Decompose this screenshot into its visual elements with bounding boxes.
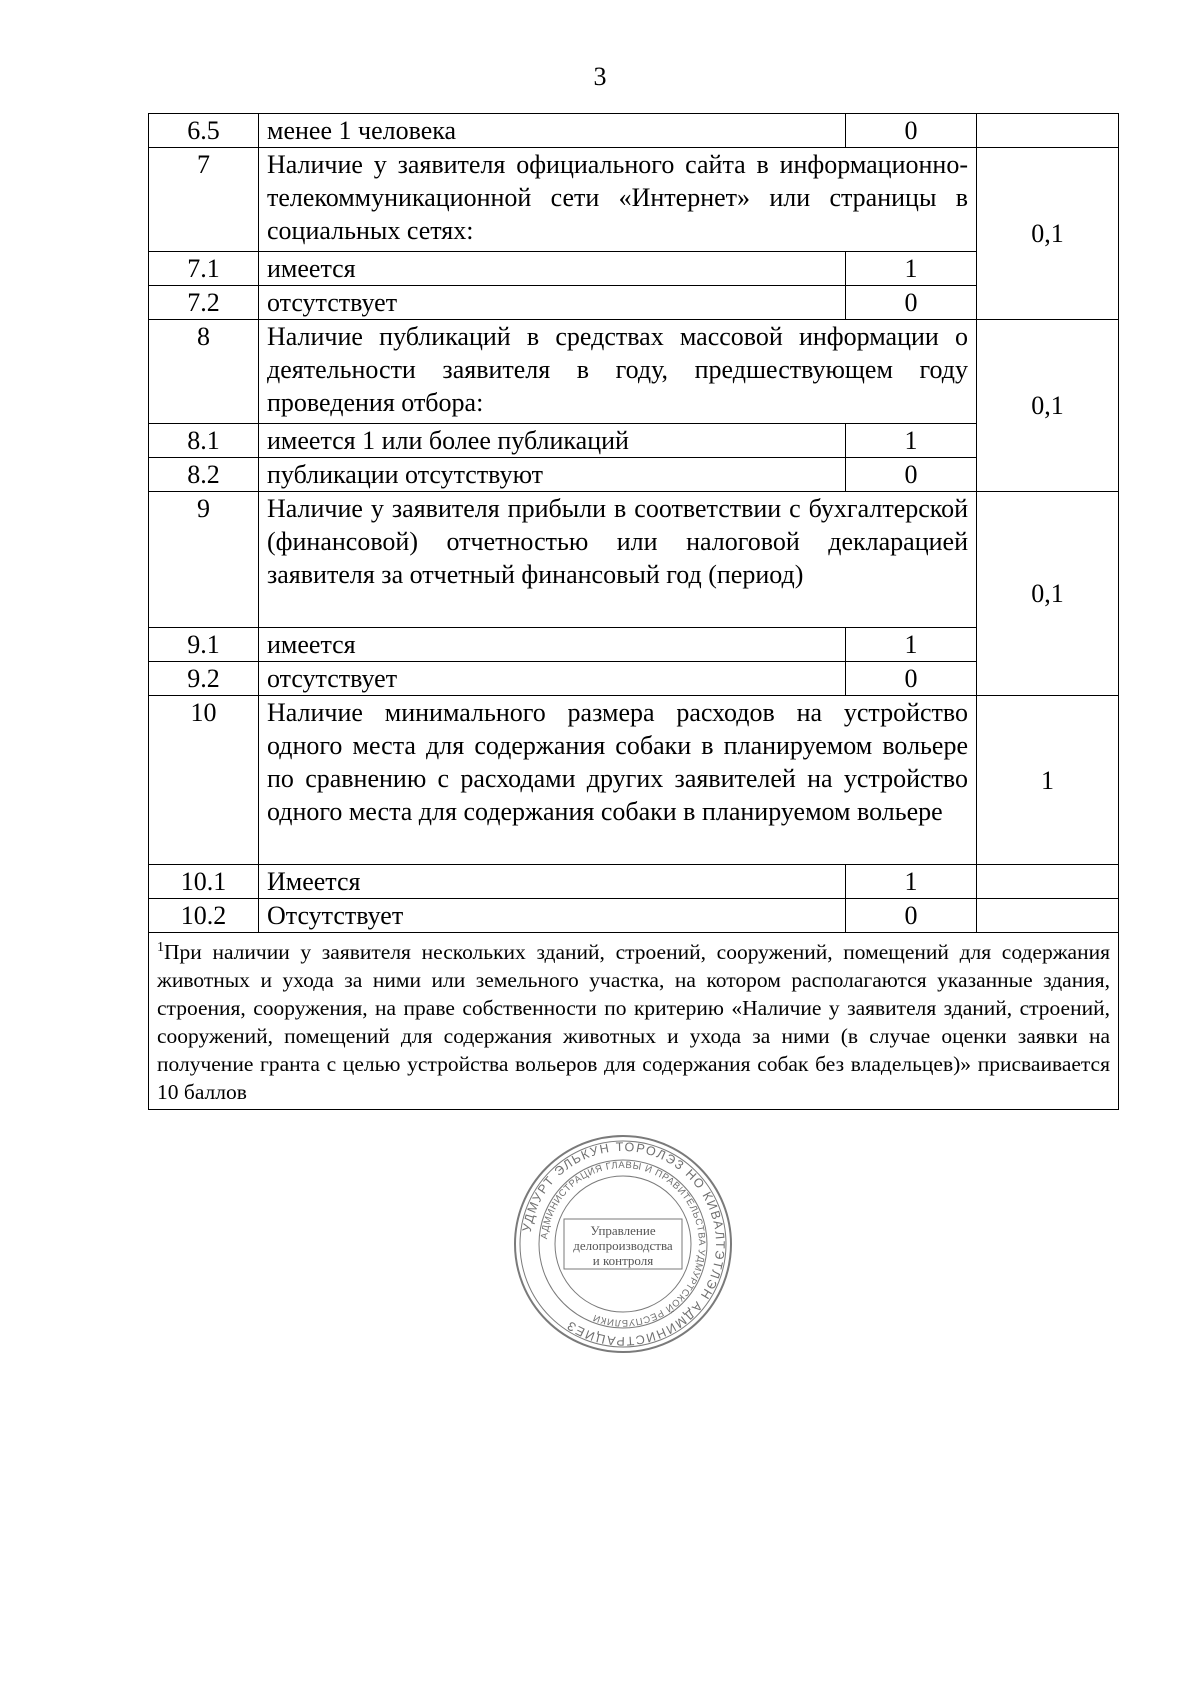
footnote-marker: 1	[157, 940, 164, 955]
criterion-score: 0	[846, 458, 977, 492]
criterion-score: 0	[846, 286, 977, 320]
criterion-score: 1	[846, 252, 977, 286]
criterion-text: Наличие у заявителя официального сайта в информационно-телекоммуникационной сети «Интернет» или страницы в социальных сетях:	[259, 148, 977, 252]
table-row	[149, 424, 1119, 458]
criterion-score: 1	[846, 865, 977, 899]
criterion-weight: 1	[977, 696, 1119, 865]
criterion-number: 10.1	[149, 865, 259, 899]
table-row	[149, 114, 1119, 148]
criterion-text: имеется 1 или более публикаций	[259, 424, 846, 458]
criterion-weight	[977, 114, 1119, 148]
table-row	[149, 458, 1119, 492]
criterion-text: отсутствует	[259, 662, 846, 696]
table-row	[149, 286, 1119, 320]
criterion-score: 1	[846, 424, 977, 458]
criterion-text: Наличие публикаций в средствах массовой информации о деятельности заявителя в году, предшествующем году проведения отбора:	[259, 320, 977, 424]
footnote	[149, 933, 1119, 1110]
footnote-row	[149, 933, 1119, 1110]
table-row	[149, 899, 1119, 933]
criteria-table	[148, 113, 1119, 1110]
criterion-number: 9.1	[149, 628, 259, 662]
criterion-text: Имеется	[259, 865, 846, 899]
seal-center-line-2: делопроизводства	[573, 1238, 673, 1253]
criterion-number: 7	[149, 148, 259, 252]
criterion-score: 0	[846, 662, 977, 696]
seal-outer-text: УДМУРТ ЭЛЬКУН ТОРОЛЭЗ НО КИВАЛТЭТЛЭН АДМИНИСТРАЦИЕЗ	[519, 1139, 728, 1349]
seal-center-line-1: Управление	[590, 1223, 656, 1238]
criterion-score: 0	[846, 899, 977, 933]
criterion-weight: 0,1	[977, 148, 1119, 320]
seal-center-line-3: и контроля	[592, 1253, 654, 1268]
criterion-text: имеется	[259, 628, 846, 662]
criterion-number: 7.1	[149, 252, 259, 286]
official-seal	[512, 1133, 734, 1355]
criterion-text: Отсутствует	[259, 899, 846, 933]
table-row	[149, 252, 1119, 286]
criterion-score: 1	[846, 628, 977, 662]
table-row	[149, 696, 1119, 865]
table-row	[149, 320, 1119, 424]
criterion-text: Наличие минимального размера расходов на устройство одного места для содержания собаки в планируемом вольере по сравнению с расходами других заявителей на устройство одного места для содержания собаки в планируемом вольере	[259, 696, 977, 865]
criterion-number: 7.2	[149, 286, 259, 320]
criterion-number: 6.5	[149, 114, 259, 148]
table-row	[149, 865, 1119, 899]
criterion-weight-empty	[977, 865, 1119, 899]
page-number: 3	[593, 62, 607, 91]
criterion-score: 0	[846, 114, 977, 148]
table-row	[149, 492, 1119, 628]
criterion-number: 8.1	[149, 424, 259, 458]
criterion-text: имеется	[259, 252, 846, 286]
criterion-text: отсутствует	[259, 286, 846, 320]
criterion-number: 8	[149, 320, 259, 424]
criterion-number: 10	[149, 696, 259, 865]
table-row	[149, 662, 1119, 696]
criterion-number: 9.2	[149, 662, 259, 696]
criterion-text: менее 1 человека	[259, 114, 846, 148]
criterion-number: 9	[149, 492, 259, 628]
footnote-text: При наличии у заявителя нескольких зданий, строений, сооружений, помещений для содержания животных и ухода за ними или земельного участка, на котором располагаются указанные здания, строения, сооружения, на праве собственности по критерию «Наличие у заявителя зданий, строений, сооружений, помещений для содержания животных и ухода за ними (в случае оценки заявки на получение гранта с целью устройства вольеров для содержания собак без владельцев)» присваивается 10 баллов	[157, 940, 1110, 1104]
criterion-number: 10.2	[149, 899, 259, 933]
criterion-number: 8.2	[149, 458, 259, 492]
criterion-weight-empty	[977, 899, 1119, 933]
criterion-text: публикации отсутствуют	[259, 458, 846, 492]
criterion-text: Наличие у заявителя прибыли в соответствии с бухгалтерской (финансовой) отчетностью или налоговой декларацией заявителя за отчетный финансовый год (период)	[259, 492, 977, 628]
table-row	[149, 628, 1119, 662]
criterion-weight: 0,1	[977, 320, 1119, 492]
seal-inner-text: АДМИНИСТРАЦИЯ ГЛАВЫ И ПРАВИТЕЛЬСТВА УДМУРТСКОЙ РЕСПУБЛИКИ	[539, 1159, 708, 1329]
criterion-weight: 0,1	[977, 492, 1119, 696]
table-row	[149, 148, 1119, 252]
